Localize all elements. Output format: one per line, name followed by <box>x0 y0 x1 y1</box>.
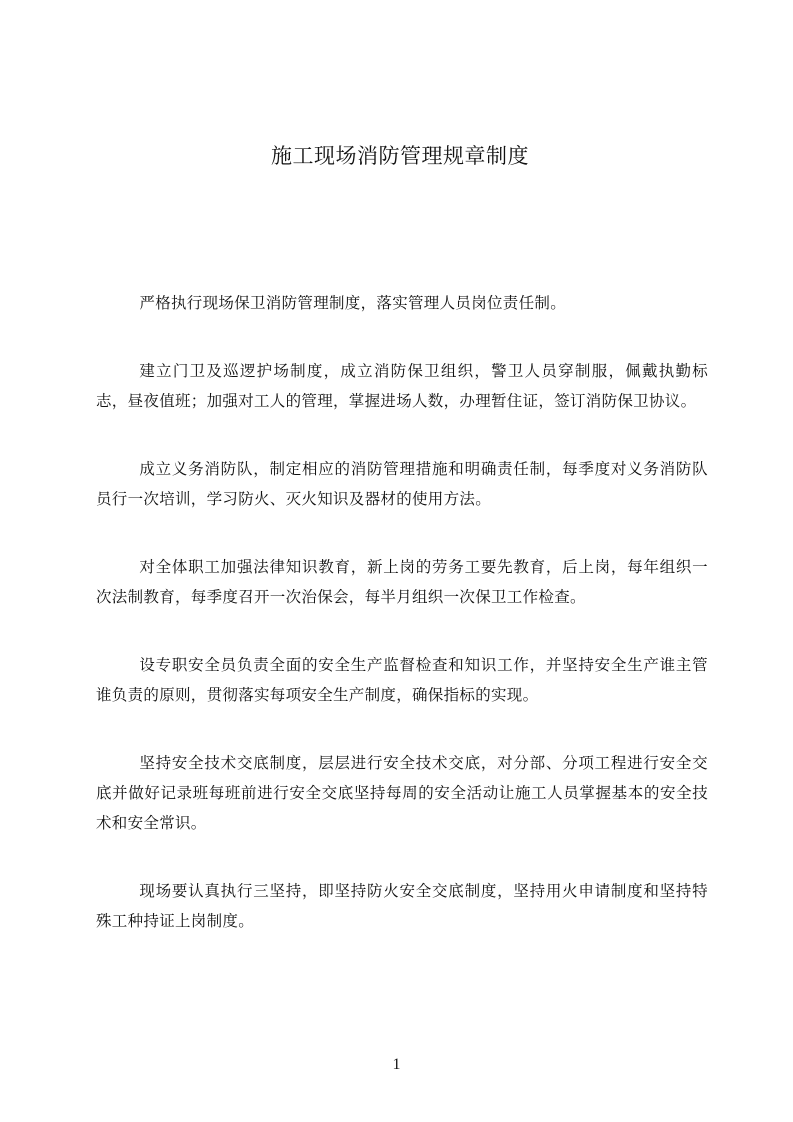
paragraph-5: 设专职安全员负责全面的安全生产监督检查和知识工作，并坚持安全生产谁主管谁负责的原则，贯彻落实每项安全生产制度，确保指标的实现。 <box>96 656 708 704</box>
paragraph-4: 对全体职工加强法律知识教育，新上岗的劳务工要先教育，后上岗，每年组织一次法制教育，每季度召开一次治保会，每半月组织一次保卫工作检查。 <box>96 558 708 606</box>
paragraph-7: 现场要认真执行三坚持，即坚持防火安全交底制度，坚持用火申请制度和坚持特殊工种持证上岗制度。 <box>96 882 708 930</box>
paragraph-1: 严格执行现场保卫消防管理制度，落实管理人员岗位责任制。 <box>139 294 566 312</box>
paragraph-6: 坚持安全技术交底制度，层层进行安全技术交底，对分部、分项工程进行安全交底并做好记录班每班前进行安全交底坚持每周的安全活动让施工人员掌握基本的安全技术和安全常识。 <box>96 754 708 832</box>
paragraph-3: 成立义务消防队，制定相应的消防管理措施和明确责任制，每季度对义务消防队员行一次培训，学习防火、灭火知识及器材的使用方法。 <box>96 460 708 508</box>
paragraph-2: 建立门卫及巡逻护场制度，成立消防保卫组织，警卫人员穿制服，佩戴执勤标志，昼夜值班；加强对工人的管理，掌握进场人数，办理暂住证，签订消防保卫协议。 <box>96 362 708 410</box>
page-number: 1 <box>392 1056 401 1073</box>
document-body <box>96 288 708 974</box>
document-title: 施工现场消防管理规章制度 <box>271 144 529 168</box>
